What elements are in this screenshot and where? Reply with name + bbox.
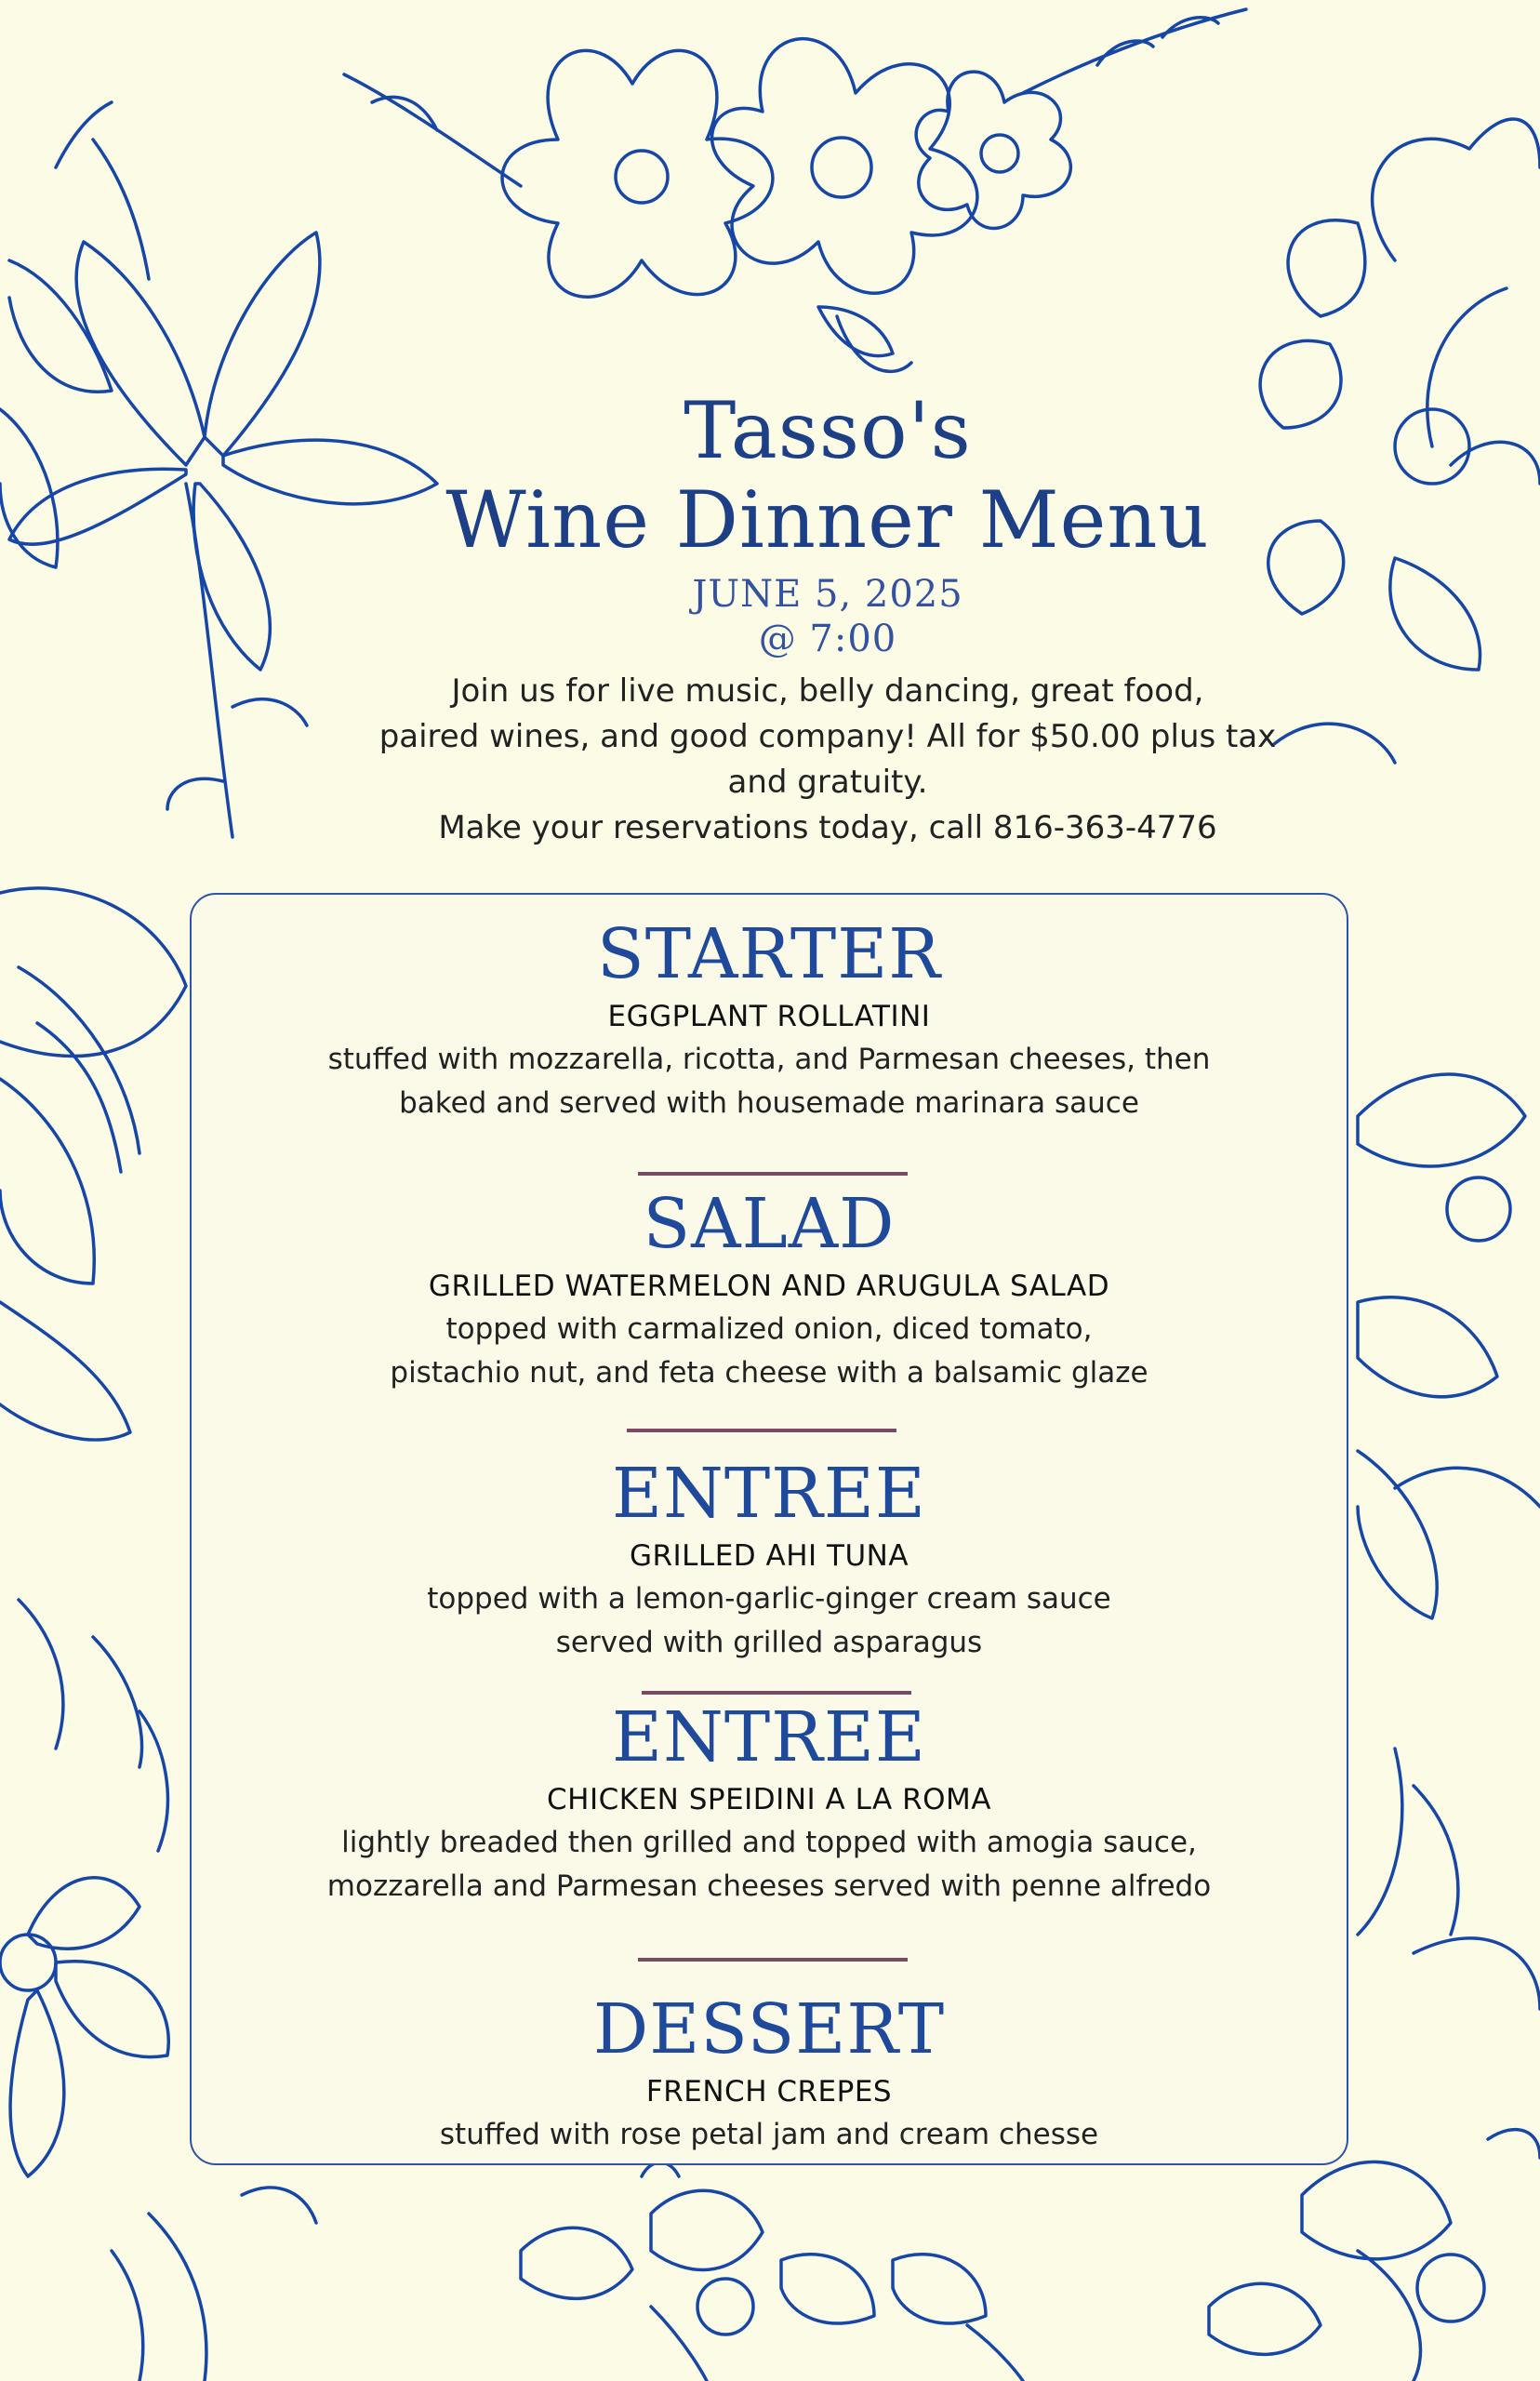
dish-description: lightly breaded then grilled and topped with amogia sauce, — [341, 1826, 1197, 1859]
dish-description: pistachio nut, and feta cheese with a balsamic glaze — [390, 1356, 1148, 1390]
event-description — [307, 669, 1348, 851]
dish-name: GRILLED AHI TUNA — [629, 1539, 909, 1573]
dish-name: CHICKEN SPEIDINI A LA ROMA — [547, 1783, 991, 1816]
dish-name: GRILLED WATERMELON AND ARUGULA SALAD — [428, 1270, 1110, 1303]
event-time: @ 7:00 — [758, 618, 897, 660]
menu-header — [307, 386, 1348, 851]
dish-name: FRENCH CREPES — [645, 2075, 893, 2108]
dish-description: baked and served with housemade marinara sauce — [399, 1086, 1139, 1120]
course-heading: STARTER — [597, 914, 941, 994]
right-middle-flower — [1358, 1074, 1540, 1618]
restaurant-name: Tasso's — [684, 385, 972, 476]
course-heading: SALAD — [643, 1184, 896, 1264]
menu-section-entree-2 — [192, 1696, 1347, 1909]
section-divider — [627, 1429, 896, 1432]
section-divider — [642, 1691, 911, 1695]
reservation-line: Make your reservations today, call 816-363-4776 — [438, 809, 1217, 846]
left-middle-flower — [0, 888, 186, 1440]
dish-description: mozzarella and Parmesan cheeses served with penne alfredo — [326, 1869, 1212, 1903]
menu-section-salad — [192, 1183, 1347, 1395]
menu-title: Wine Dinner Menu — [445, 474, 1210, 565]
menu-section-entree-1 — [192, 1453, 1347, 1665]
intro-line: paired wines, and good company! All for $50.00 plus tax — [378, 718, 1277, 755]
course-heading: DESSERT — [592, 1989, 946, 2069]
intro-line: Join us for live music, belly dancing, great food, — [451, 672, 1204, 710]
dish-name: EGGPLANT ROLLATINI — [607, 1000, 931, 1033]
course-heading: ENTREE — [612, 1697, 926, 1777]
event-date: JUNE 5, 2025 — [692, 573, 963, 616]
dish-description: topped with carmalized onion, diced tomato, — [445, 1312, 1093, 1346]
course-heading: ENTREE — [612, 1454, 926, 1534]
menu-card — [190, 893, 1348, 2165]
menu-section-dessert — [192, 1989, 1347, 2157]
dish-description: served with grilled asparagus — [555, 1626, 983, 1659]
dish-description: stuffed with rose petal jam and cream chesse — [439, 2118, 1099, 2151]
intro-line: and gratuity. — [727, 764, 928, 801]
bottom-flower-cluster — [521, 2162, 1023, 2381]
top-flower-cluster — [344, 9, 1246, 371]
menu-section-starter — [192, 913, 1347, 1125]
dish-description: topped with a lemon-garlic-ginger cream sauce — [427, 1582, 1111, 1616]
section-divider — [638, 1172, 908, 1176]
section-divider — [638, 1958, 908, 1962]
dish-description: stuffed with mozzarella, ricotta, and Parmesan cheeses, then — [327, 1043, 1211, 1076]
